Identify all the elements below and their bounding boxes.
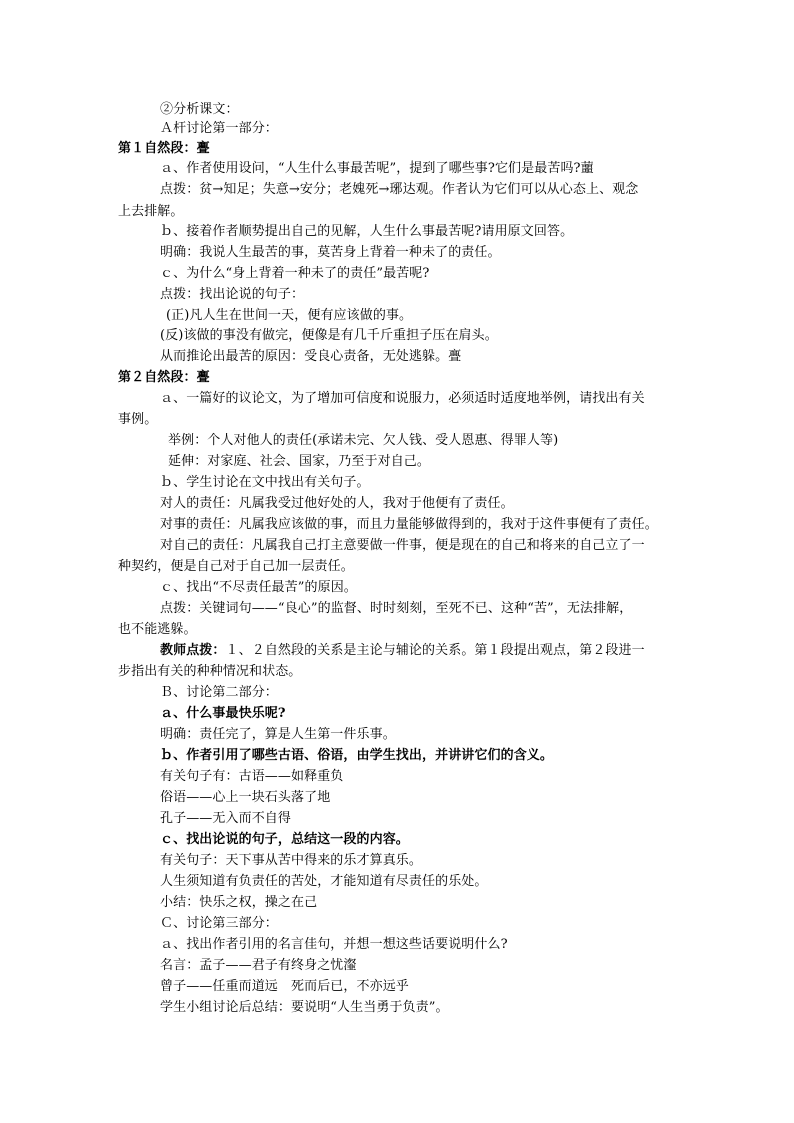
section-heading-c: Ｃ、讨论第三部分： [160, 916, 278, 931]
text-line: 也不能逃躲。 [118, 622, 197, 637]
text-line: 小结：快乐之权，操之在己 [160, 895, 318, 910]
text-line: 俗语——心上一块石头落了地 [160, 790, 331, 805]
section-heading-a: Ａ杆讨论第一部分： [160, 121, 278, 136]
text-line: 举例：个人对他人的责任(承诺未完、欠人钱、受人恩惠、得罪人等) [168, 433, 559, 448]
text-line: (正)凡人生在世间一天，便有应该做的事。 [166, 308, 413, 323]
text-line: 从而推论出最苦的原因：受良心责备，无处逃躲。亹 [160, 349, 462, 364]
text-line: 上去排解。 [118, 204, 184, 219]
text-line: 有关句子有：古语——如释重负 [160, 769, 344, 784]
teacher-note-label: 教师点拨： [160, 643, 226, 658]
text-line: 有关句子：天下事从苦中得来的乐才算真乐。 [160, 853, 423, 868]
text-line: 曾子——任重而道远 死而后已，不亦远乎 [160, 979, 409, 994]
section-heading-b: Ｂ、讨论第二部分： [160, 685, 278, 700]
text-line: (反)该做的事没有做完，便像是有几千斤重担子压在肩头。 [160, 328, 498, 343]
text-line: ｃ、找出“不尽责任最苦”的原因。 [160, 580, 357, 595]
paragraph-heading-1: 第１自然段：亹 [118, 141, 210, 156]
text-line: 事例。 [118, 412, 158, 427]
text-line: ｃ、为什么“身上背着一种未了的责任”最苦呢? [160, 266, 430, 281]
text-line: 点拨：关键词句——“良心”的监督、时时刻刻，至死不已、这种“苦”，无法排解， [160, 601, 633, 616]
paragraph-heading-2: 第２自然段：亹 [118, 370, 210, 385]
text-line: 名言：孟子——君子有终身之忧瀣 [160, 958, 357, 973]
text-line: 步指出有关的种种情况和状态。 [118, 664, 302, 679]
teacher-note-text: １、２自然段的关系是主论与辅论的关系。第１段提出观点，第２段进一 [225, 643, 645, 658]
text-line: 学生小组讨论后总结：要说明“人生当勇于负责”。 [160, 1000, 449, 1015]
text-line: 种契约，便是自己对于自己加一层责任。 [118, 559, 354, 574]
question-heading: ｃ、找出论说的句子，总结这一段的内容。 [160, 832, 409, 847]
text-line: 明确：责任完了，算是人生第一件乐事。 [160, 727, 396, 742]
text-line: 点拨：贫→知足；失意→安分；老媿死→琊达观。作者认为它们可以从心态上、观念 [160, 182, 639, 197]
text-line: ａ、找出作者引用的名言佳句，并想一想这些话要说明什么? [160, 937, 508, 952]
text-line: 孔子——无入而不自得 [160, 811, 292, 826]
text-line: ②分析课文： [160, 102, 239, 117]
text-line: 点拨：找出论说的句子： [160, 287, 305, 302]
text-line: 延伸：对家庭、社会、国家，乃至于对自己。 [168, 454, 431, 469]
text-line: ａ、一篇好的议论文，为了增加可信度和说服力，必须适时适度地举例，请找出有关 [160, 391, 645, 406]
text-line: ａ、作者使用设问，“人生什么事最苦呢”，提到了哪些事?它们是最苦吗?蘁 [160, 161, 594, 176]
question-heading: ａ、什么事最快乐呢? [160, 706, 286, 721]
text-line: 对人的责任：凡属我受过他好处的人，我对于他便有了责任。 [160, 496, 514, 511]
question-heading: ｂ、作者引用了哪些古语、俗语，由学生找出，并讲讲它们的含义。 [160, 748, 554, 763]
text-line: ｂ、接着作者顺势提出自己的见解，人生什么事最苦呢?请用原文回答。 [160, 224, 574, 239]
teacher-note-line [160, 641, 645, 660]
text-line: 对事的责任：凡属我应该做的事，而且力量能够做得到的，我对于这件事便有了责任。 [160, 517, 658, 532]
text-line: ｂ、学生讨论在文中找出有关句子。 [160, 475, 370, 490]
text-line: 对自己的责任：凡属我自己打主意要做一件事，便是现在的自己和将来的自己立了一 [160, 538, 645, 553]
text-line: 人生须知道有负责任的苦处，才能知道有尽责任的乐处。 [160, 874, 488, 889]
text-line: 明确：我说人生最苦的事，莫苦身上背着一种未了的责任。 [160, 245, 501, 260]
